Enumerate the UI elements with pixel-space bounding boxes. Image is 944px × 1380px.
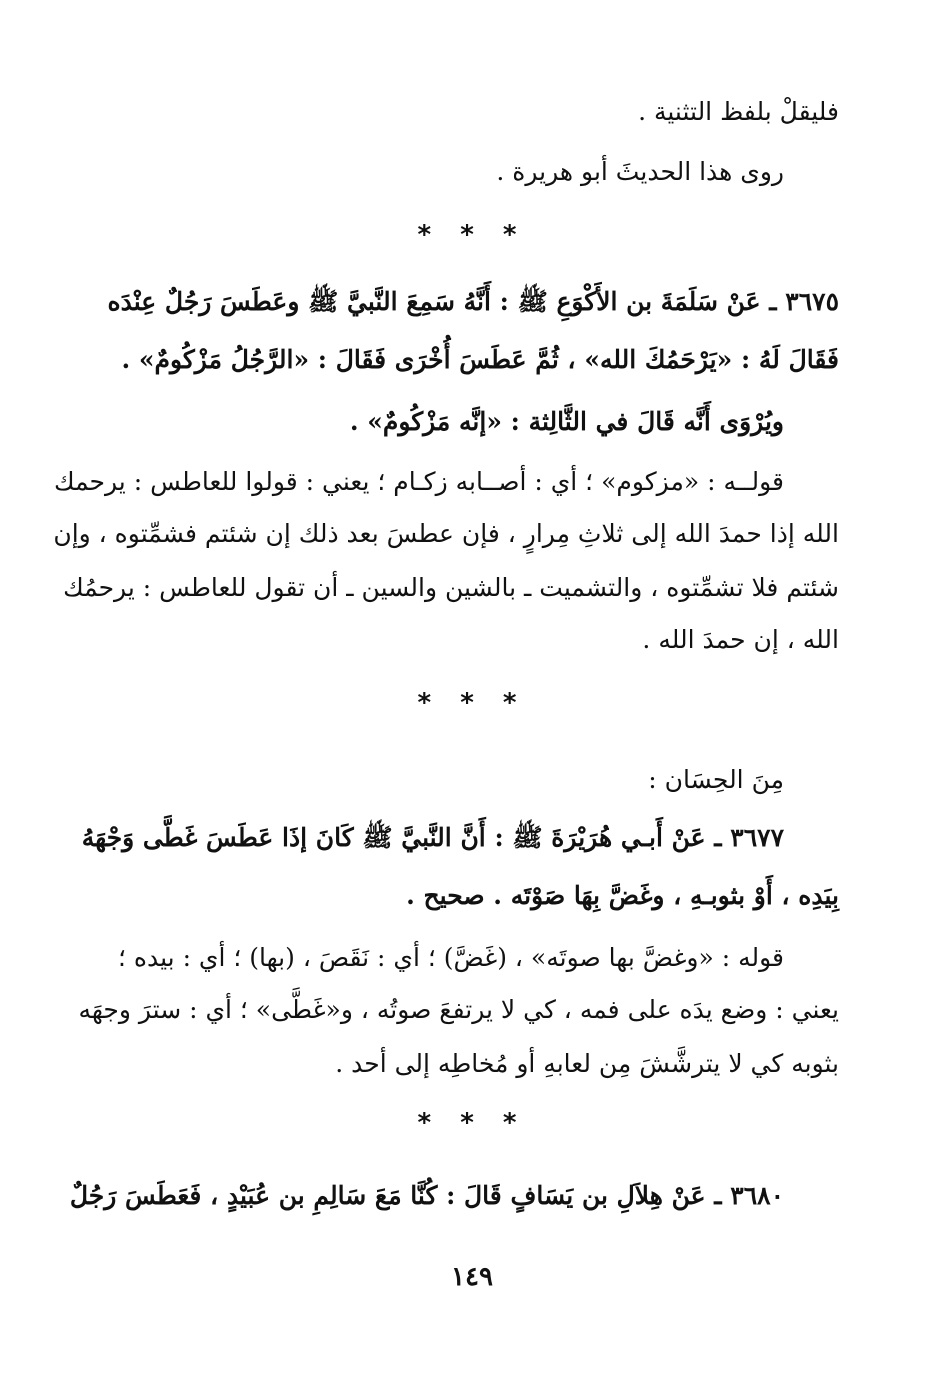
- hadith-3677-line-1: ٣٦٧٧ ـ عَنْ أَبـي هُرَيْرَةَ ﷺ : أَنَّ النَّبيَّ ﷺ كَانَ إذَا عَطَسَ غَطَّى وَجْهَهُ: [81, 823, 784, 852]
- intro-line-1: فليقلْ بلفظ التثنية .: [638, 97, 839, 126]
- commentary-3677-line-2: يعني : وضع يدَه على فمه ، كي لا يرتفعَ صوتُه ، و«غَطَّى» ؛ أي : سترَ وجهَه: [78, 995, 839, 1024]
- commentary-3675-line-1: قولــه : «مزكوم» ؛ أي : أصــابه زكـام ؛ يعني : قولوا للعاطس : يرحمك: [54, 467, 784, 496]
- commentary-3675-line-2: الله إذا حمدَ الله إلى ثلاثِ مِرارٍ ، فإن عطسَ بعد ذلك إن شئتم فشمِّتوه ، وإن: [53, 519, 839, 548]
- commentary-3675-line-3: شئتم فلا تشمِّتوه ، والتشميت ـ بالشين والسين ـ أن تقول للعاطس : يرحمُك: [63, 573, 839, 602]
- commentary-3677-line-3: بثوبه كي لا يترشَّشَ مِن لعابهِ أو مُخاطِه إلى أحد .: [335, 1049, 839, 1078]
- page-number: ١٤٩: [451, 1262, 493, 1292]
- commentary-3677-line-1: قوله : «وغضَّ بها صوتَه» ، (غَضَّ) ؛ أي : نَقَصَ ، (بها) ؛ أي : بيده ؛: [118, 943, 784, 972]
- hadith-3677-line-2: بِيَدِه ، أَوْ بثوبـهِ ، وغَضَّ بِهَا صَوْتَه . صحيح .: [406, 881, 839, 910]
- section-separator: * * *: [417, 1108, 527, 1138]
- hadith-3675-line-2: فَقَالَ لَهُ : «يَرْحَمُكَ الله» ، ثُمَّ عَطَسَ أُخْرَى فَقَالَ : «الرَّجُلُ مَزْكُومٌ» .: [121, 345, 839, 374]
- section-heading: مِنَ الحِسَان :: [648, 765, 784, 794]
- hadith-3675-line-3: ويُرْوَى أَنَّه قَالَ في الثَّالِثة : «إنَّه مَزْكُومٌ» .: [349, 407, 784, 436]
- hadith-3675-line-1: ٣٦٧٥ ـ عَنْ سَلَمَةَ بن الأَكْوَعِ ﷺ : أَنَّهُ سَمِعَ النَّبيَّ ﷺ وعَطَسَ رَجُلٌ عِنْدَه: [107, 287, 839, 316]
- section-separator: * * *: [417, 220, 527, 250]
- hadith-3680-line-1: ٣٦٨٠ ـ عَنْ هِلاَلِ بن يَسَافٍ قَالَ : كُنَّا مَعَ سَالِمِ بن عُبَيْدٍ ، فَعَطَسَ رَجُلٌ: [69, 1181, 784, 1210]
- section-separator: * * *: [417, 688, 527, 718]
- commentary-3675-line-4: الله ، إن حمدَ الله .: [642, 625, 839, 654]
- intro-line-2: روى هذا الحديثَ أبو هريرة .: [496, 157, 784, 186]
